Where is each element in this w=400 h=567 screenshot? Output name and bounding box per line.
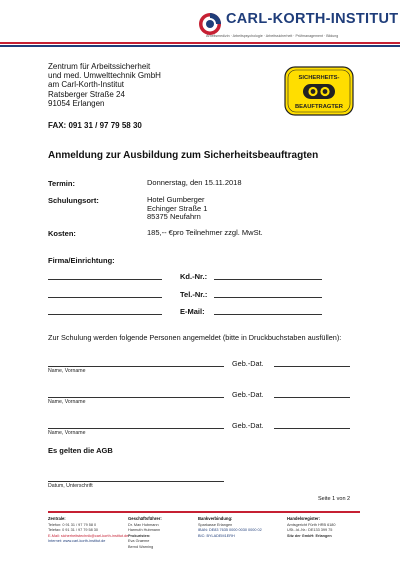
schulungsort-label: Schulungsort:	[48, 196, 99, 205]
kosten-value: 185,-- €pro Teilnehmer zzgl. MwSt.	[147, 228, 263, 237]
footer-email-link[interactable]: E-Mail: sicherheitstechnik@carl-korth-institut.de	[48, 533, 129, 538]
footer-text: Sitz der GmbH: Erlangen	[287, 533, 332, 538]
name-label: Name, Vorname	[48, 368, 86, 374]
name-label: Name, Vorname	[48, 430, 86, 436]
participant-dob-field[interactable]	[274, 428, 350, 429]
footer-text: USt.-Id.-Nr.: DE133 399 75	[287, 528, 333, 533]
footer-phone: Telefon: 0 91 31 / 97 79 58 0	[48, 523, 97, 527]
footer-text: Prokuristen:	[128, 533, 151, 538]
dob-label: Geb.-Dat.	[232, 359, 264, 368]
footer-fax: Telefax: 0 91 31 / 97 79 58 30	[48, 528, 99, 533]
signature-field[interactable]	[48, 481, 224, 482]
footer-management	[128, 516, 162, 550]
venue-name: Hotel Gumberger	[147, 195, 205, 204]
tel-nr-field[interactable]	[214, 297, 322, 298]
header-red-rule	[0, 42, 400, 44]
footer-heading: Geschäftsführer:	[128, 516, 162, 521]
email-label: E-Mail:	[180, 307, 205, 316]
sender-line: Ratsberger Straße 24	[48, 89, 125, 99]
header-blue-rule	[0, 45, 400, 47]
footer-register	[287, 516, 336, 539]
footer-text: Eva Graeme	[128, 539, 150, 544]
kd-nr-label: Kd.-Nr.:	[180, 272, 208, 281]
tel-nr-label: Tel.-Nr.:	[180, 290, 208, 299]
kosten-label: Kosten:	[48, 229, 76, 238]
participant-name-field[interactable]	[48, 397, 224, 398]
signature-label: Datum, Unterschrift	[48, 483, 93, 489]
sender-line: und med. Umwelttechnik GmbH	[48, 71, 161, 81]
page-number: Seite 1 von 2	[318, 496, 351, 502]
email-field[interactable]	[214, 314, 322, 315]
badge-bottom-text: BEAUFTRAGTER	[295, 104, 343, 110]
badge-top-text: SICHERHEITS-	[298, 75, 340, 81]
dob-label: Geb.-Dat.	[232, 421, 264, 430]
institute-logo-icon	[198, 12, 222, 36]
footer-heading: Handelsregister:	[287, 516, 321, 521]
footer-text: Harmuth Hubmann	[128, 528, 161, 533]
name-label: Name, Vorname	[48, 399, 86, 405]
firma-heading: Firma/Einrichtung:	[48, 256, 115, 265]
firma-field-line-1[interactable]	[48, 279, 162, 280]
dob-label: Geb.-Dat.	[232, 390, 264, 399]
venue-city: 85375 Neufahrn	[147, 212, 201, 222]
footer-iban: IBAN: DE83 7635 0000 0030 0000 02	[198, 528, 262, 533]
sicherheitsbeauftragter-badge-icon	[284, 66, 354, 116]
logo-tagline: Arbeitsmedizin · Arbeitspsychologie · Arbeitssicherheit · Prüfmanagement · Bildung	[206, 34, 339, 38]
form-title: Anmeldung zur Ausbildung zum Sicherheitsbeauftragten	[48, 150, 319, 161]
footer-heading: Bankverbindung:	[198, 516, 233, 521]
termin-value: Donnerstag, den 15.11.2018	[147, 178, 242, 187]
sender-line: 91054 Erlangen	[48, 98, 105, 108]
schulungsort-value	[147, 196, 207, 222]
footer-heading: Zentrale:	[48, 516, 66, 521]
footer-red-rule	[48, 511, 360, 513]
kd-nr-field[interactable]	[214, 279, 322, 280]
fax-number: FAX: 091 31 / 97 79 58 30	[48, 121, 142, 130]
participant-name-field[interactable]	[48, 366, 224, 367]
participant-name-field[interactable]	[48, 428, 224, 429]
participants-intro: Zur Schulung werden folgende Personen angemeldet (bitte in Druckbuchstaben ausfüllen):	[48, 333, 342, 342]
participant-dob-field[interactable]	[274, 397, 350, 398]
footer-bank	[198, 516, 262, 539]
sender-address	[48, 62, 161, 108]
footer-text: Amtsgericht Fürth HRB 6180	[287, 523, 336, 527]
firma-field-line-2[interactable]	[48, 297, 162, 298]
firma-field-line-3[interactable]	[48, 314, 162, 315]
logo-text: CARL-KORTH-INSTITUT	[226, 11, 399, 27]
venue-street: Echinger Straße 1	[147, 203, 208, 213]
footer-text: Dr. Max Hubmann	[128, 523, 159, 527]
agb-notice: Es gelten die AGB	[48, 446, 113, 455]
sender-line: Zentrum für Arbeitssicherheit	[48, 62, 151, 71]
termin-label: Termin:	[48, 179, 75, 188]
sender-line: am Carl-Korth-Institut	[48, 80, 125, 90]
footer-website-link[interactable]: Internet: www.carl-korth-institut.de	[48, 539, 106, 544]
participant-dob-field[interactable]	[274, 366, 350, 367]
footer-text: Bernd Warning	[128, 544, 154, 549]
footer-bic: BIC: BYLADEM1ERH	[198, 533, 235, 538]
footer-contact	[48, 516, 128, 545]
footer-text: Sparkasse Erlangen	[198, 523, 233, 527]
